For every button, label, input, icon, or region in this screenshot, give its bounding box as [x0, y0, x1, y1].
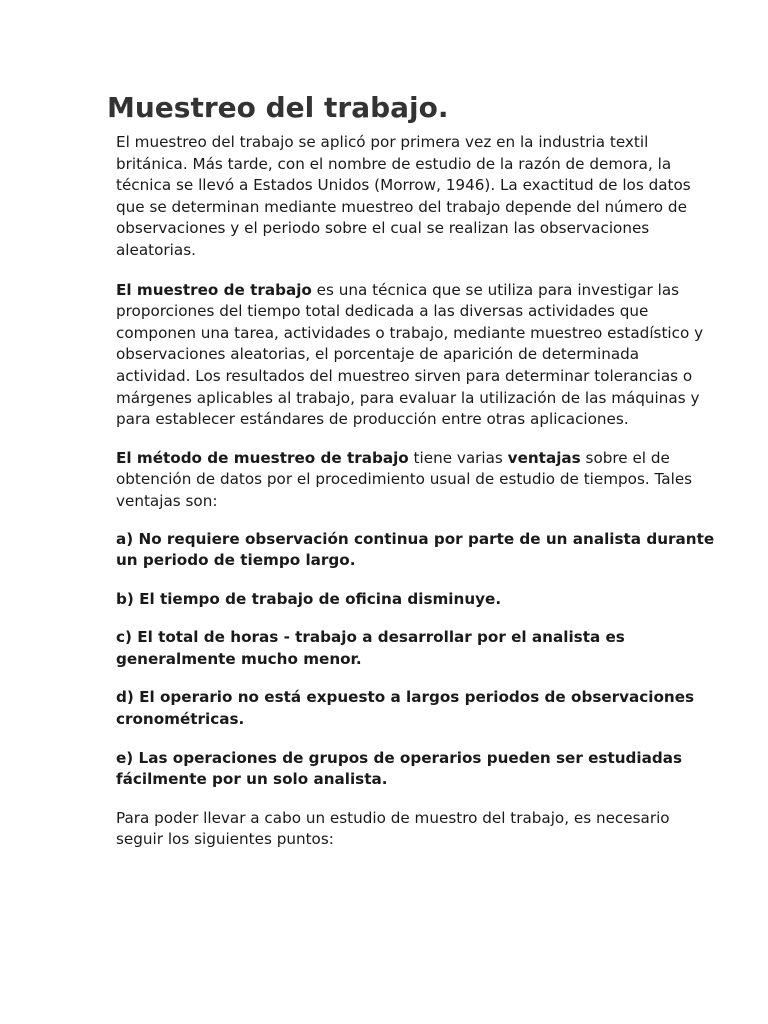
advantage-item-c: c) El total de horas - trabajo a desarrollar por el analista es generalmente mucho menor.: [116, 628, 625, 668]
advantage-item-d: d) El operario no está expuesto a largos periodos de observaciones cronométricas.: [116, 688, 695, 729]
closing-paragraph: Para poder llevar a cabo un estudio de muestro del trabajo, es necesario seguir los siguientes puntos:: [116, 808, 670, 849]
advantages-intro-paragraph: [116, 448, 716, 513]
advantages-intro-text-1: tiene varias: [408, 448, 508, 467]
document-body: [116, 132, 716, 867]
method-term: El método de muestreo de trabajo: [116, 448, 409, 467]
definition-paragraph: [116, 280, 716, 431]
advantage-item-a: a) No requiere observación continua por parte de un analista durante un periodo de tiempo largo.: [116, 529, 715, 570]
advantage-item-e: e) Las operaciones de grupos de operarios pueden ser estudiadas fácilmente por un solo analista.: [116, 748, 683, 789]
advantages-emphasis: ventajas: [507, 448, 581, 467]
page-title: Muestreo del trabajo.: [107, 91, 449, 124]
advantage-item-b: b) El tiempo de trabajo de oficina disminuye.: [116, 589, 502, 608]
definition-term: El muestreo de trabajo: [116, 280, 312, 299]
advantages-intro-text-2: sobre el de obtención de datos por el procedimiento usual de estudio de tiempos. Tales ventajas son:: [116, 448, 693, 510]
intro-paragraph: El muestreo del trabajo se aplicó por primera vez en la industria textil británica. Más tarde, con el nombre de estudio de la razón de demora, la técnica se llevó a Estados Unidos (Morrow, 1946). La exactitud de los datos que se determinan mediante muestreo del trabajo depende del número de observaciones y el periodo sobre el cual se realizan las observaciones aleatorias.: [116, 133, 691, 259]
definition-text: es una técnica que se utiliza para investigar las proporciones del tiempo total dedicada a las diversas actividades que componen una tarea, actividades o trabajo, mediante muestreo estadístico y observaciones aleatorias, el porcentaje de aparición de determinada actividad. Los resultados del muestreo sirven para determinar tolerancias o márgenes aplicables al trabajo, para evaluar la utilización de las máquinas y para establecer estándares de producción entre otras aplicaciones.: [116, 280, 704, 429]
